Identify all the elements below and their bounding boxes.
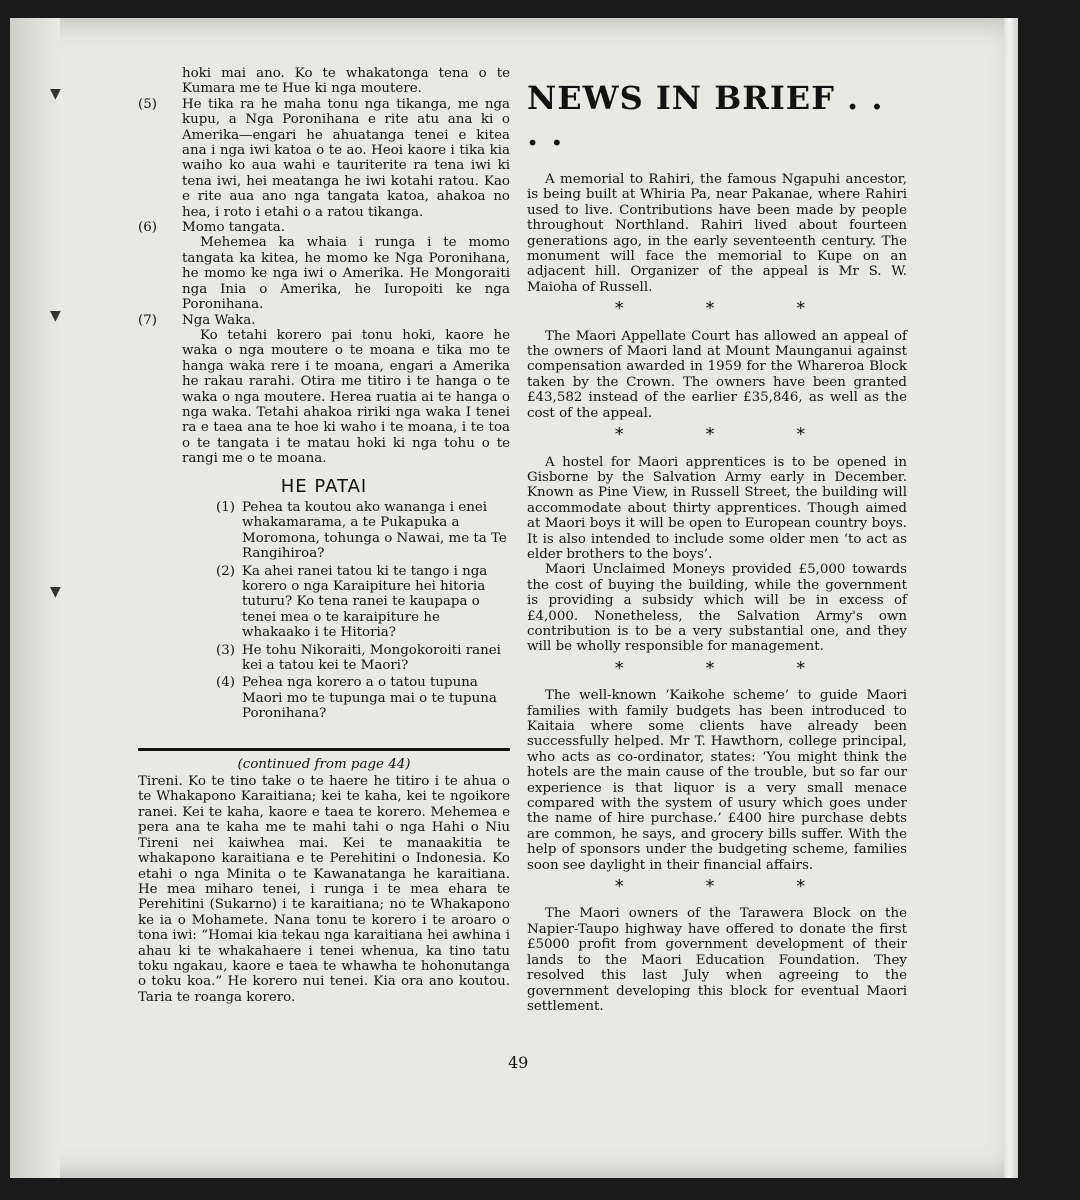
news-story: Maori Unclaimed Moneys provided £5,000 towards the cost of buying the building, while the government is providing a subsidy which will be in excess of £4,000. Nonetheless, the Salvation Army's own contribution is to be a very substantial one, and they will be wholly responsible for management. [527, 562, 907, 655]
item-text: He tika ra he maha tonu nga tikanga, me nga kupu, a Nga Poronihana e rite atu ana ki o Amerika—engari he ahuatanga tenei e kitea ana i nga iwi katoa o te ao. Heoi kaore i tika kia waiho ko aua wahi e tauriterite ra tena iwi ki tena iwi, hei meatanga he iwi kotahi ratou. Kao e rite aua ano nga tangata katoa, ahakoa no hea, i roto i etahi o a ratou tikanga. [182, 96, 510, 220]
question-item [138, 675, 510, 721]
page-binding [10, 18, 60, 1178]
star-separator: * * * [614, 657, 844, 679]
right-column [527, 66, 907, 1014]
news-story: A hostel for Maori apprentices is to be opened in Gisborne by the Salvation Army early in December. Known as Pine View, in Russell Street, the building will accommodate about thirty apprentices. Though aimed at Maori boys it will be open to European country boys. It is also intended to include some older men ‘to act as elder brothers to the boys’. [527, 454, 907, 562]
list-item [138, 97, 510, 220]
page-edge [1004, 18, 1018, 1178]
news-story: The Maori owners of the Tarawera Block on the Napier-Taupo highway have offered to donate the first £5000 profit from government development of their lands to the Maori Education Foundation. They resolved this last July when agreeing to the government developing this block for eventual Maori settlement. [527, 906, 907, 1014]
news-headline: NEWS IN BRIEF . . . . [527, 79, 884, 153]
binding-mark: ▼ [50, 308, 61, 324]
question-text: Pehea ta koutou ako wananga i enei whakamarama, a te Pukapuka a Moromona, tohunga o Nawai, me ta Te Rangihiroa? [242, 499, 507, 562]
divider-rule [138, 748, 510, 751]
binding-mark: ▼ [50, 584, 61, 600]
question-item [138, 564, 510, 641]
news-story: The Maori Appellate Court has allowed an appeal of the owners of Maori land at Mount Maunganui against compensation awarded in 1959 for the Whareroa Block taken by the Crown. The owners have been granted £43,582 instead of the earlier £35,846, as well as the cost of the appeal. [527, 328, 907, 421]
continued-text: Tireni. Ko te tino take o te haere he titiro i te ahua o te Whakapono Karaitiana; kei te kaha, kei te ngoikore ranei. Kei te kaha, kaore e taea te korero. Mehemea e pera ana te kaha me te mahi tahi o nga Hahi o Niu Tireni nei kaiwhea mai. Kei te manaakitia te whakapono karaitiana e te Perehitini o Indonesia. Ko etahi o nga Minita o te Kawanatanga he karaitiana. He mea miharo tenei, i runga i te mea ehara te Perehitini (Sukarno) i te karaitiana; no te Whakapono ke ia o Mohamete. Nana tonu te korero i te aroaro o tona iwi: “Homai kia tekau nga karaitiana hei awhina i ahau ki te whakahaere i tenei whenua, ka tino tatu toku ngakau, kaore e taea te whawha te hohonutanga o toku koa.” He korero nui tenei. Kia ora ano koutou. Taria te roanga korero. [138, 774, 510, 1005]
section-heading: HE PATAI [280, 475, 368, 497]
list-item [138, 313, 510, 328]
item-number: (7) [138, 312, 157, 328]
question-number: (1) [216, 499, 235, 515]
star-separator: * * * [614, 298, 844, 320]
item-text: Ko tetahi korero pai tonu hoki, kaore he waka o nga moutere o te moana e tika mo te hanga waka rere i te moana, engari a Amerika he rakau rarahi. Otira me titiro i te hanga o te waka o nga moutere. Herea ruatia ai te hanga o nga waka. Tetahi ahakoa ririki nga waka I tenei ra e taea ana te hoe ki waho i te moana, i te toa o te tangata i te matau hoki ki nga tohu o te rangi me o te moana. [182, 327, 510, 467]
news-story: The well-known ‘Kaikohe scheme’ to guide Maori families with family budgets has been introduced to Kaitaia where some clients have already been successfully helped. Mr T. Hawthorn, college principal, who acts as co-ordinator, states: ‘You might think the hotels are the main cause of the trouble, but so far our experience is that liquor is a very small menace compared with the system of usury which goes under the name of hire purchase.’ £400 hire purchase debts are common, he says, and grocery bills suffer. With the help of sponsors under the budgeting scheme, families soon see daylight in their financial affairs. [527, 688, 907, 873]
question-item [138, 643, 510, 674]
question-text: Ka ahei ranei tatou ki te tango i nga korero o nga Karaipiture hei hitoria tuturu? Ko tena ranei te kaupapa o tenei mea o te karaipiture he whakaako i te Hitoria? [242, 563, 488, 641]
left-column [138, 66, 510, 1005]
question-text: Pehea nga korero a o tatou tupuna Maori mo te tupunga mai o te tupuna Poronihana? [242, 675, 497, 722]
news-story: A memorial to Rahiri, the famous Ngapuhi ancestor, is being built at Whiria Pa, near Pakanae, where Rahiri used to live. Contributions have been made by people throughout Northland. Rahiri lived about fourteen generations ago, in the early seventeenth century. The monument will face the memorial to Kupe on an adjacent hill. Organizer of the appeal is Mr S. W. Maioha of Russell. [527, 172, 907, 295]
star-separator: * * * [614, 876, 844, 898]
question-item [138, 500, 510, 562]
question-text: He tohu Nikoraiti, Mongokoroiti ranei kei a tatou kei te Maori? [242, 642, 501, 674]
item-title: Nga Waka. [182, 312, 256, 328]
question-number: (4) [216, 675, 235, 691]
list-item [138, 220, 510, 235]
binding-mark: ▼ [50, 86, 61, 102]
question-number: (2) [216, 563, 235, 579]
intro-text: hoki mai ano. Ko te whakatonga tena o te Kumara me te Hue ki nga moutere. [182, 66, 510, 97]
star-separator: * * * [614, 424, 844, 446]
question-number: (3) [216, 642, 235, 658]
item-title: Momo tangata. [182, 220, 285, 236]
page-number: 49 [508, 1053, 529, 1072]
item-number: (6) [138, 220, 157, 236]
item-text: Mehemea ka whaia i runga i te momo tangata ka kitea, he momo ke Nga Poronihana, he momo ke nga iwi o Amerika. He Mongoraiti nga Inia o Amerika, he Iuropoiti ke nga Poronihana. [182, 235, 510, 313]
item-number: (5) [138, 96, 157, 112]
continued-label: (continued from page 44) [237, 756, 411, 772]
